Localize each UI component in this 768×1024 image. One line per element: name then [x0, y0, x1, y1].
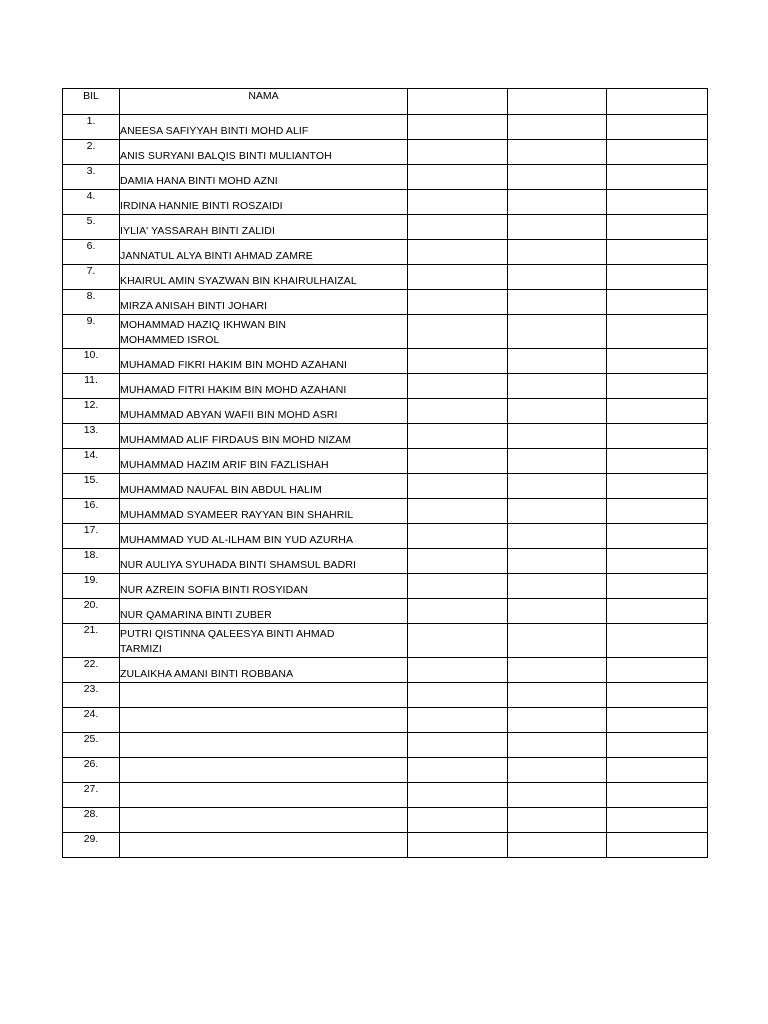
- table-row: [63, 349, 708, 374]
- empty-cell: [508, 315, 607, 349]
- table-row: [63, 658, 708, 683]
- empty-cell: [607, 624, 708, 658]
- row-number: 1.: [63, 115, 120, 140]
- empty-cell: [408, 140, 508, 165]
- row-number: 24.: [63, 708, 120, 733]
- empty-cell: [508, 424, 607, 449]
- empty-cell: [607, 599, 708, 624]
- table-row: [63, 683, 708, 708]
- empty-cell: [508, 549, 607, 574]
- student-name: MUHAMMAD HAZIM ARIF BIN FAZLISHAH: [120, 449, 408, 474]
- student-name: MUHAMAD FITRI HAKIM BIN MOHD AZAHANI: [120, 374, 408, 399]
- empty-cell: [607, 524, 708, 549]
- empty-cell: [508, 708, 607, 733]
- empty-cell: [408, 449, 508, 474]
- empty-cell: [408, 315, 508, 349]
- row-number: 11.: [63, 374, 120, 399]
- student-name: NUR AULIYA SYUHADA BINTI SHAMSUL BADRI: [120, 549, 408, 574]
- empty-cell: [607, 290, 708, 315]
- student-name: MUHAMAD FIKRI HAKIM BIN MOHD AZAHANI: [120, 349, 408, 374]
- empty-cell: [508, 240, 607, 265]
- table-row: [63, 783, 708, 808]
- empty-cell: [508, 399, 607, 424]
- empty-cell: [408, 599, 508, 624]
- empty-cell: [408, 708, 508, 733]
- student-name: MUHAMMAD SYAMEER RAYYAN BIN SHAHRIL: [120, 499, 408, 524]
- table-row: [63, 265, 708, 290]
- empty-cell: [408, 265, 508, 290]
- row-number: 19.: [63, 574, 120, 599]
- empty-cell: [508, 574, 607, 599]
- empty-cell: [607, 115, 708, 140]
- row-number: 7.: [63, 265, 120, 290]
- table-row: [63, 240, 708, 265]
- empty-cell: [607, 240, 708, 265]
- student-name: JANNATUL ALYA BINTI AHMAD ZAMRE: [120, 240, 408, 265]
- empty-cell: [607, 733, 708, 758]
- row-number: 27.: [63, 783, 120, 808]
- student-name: [120, 833, 408, 858]
- table-row: [63, 708, 708, 733]
- empty-cell: [607, 399, 708, 424]
- table-row: [63, 624, 708, 658]
- empty-cell: [508, 349, 607, 374]
- student-name: MUHAMMAD YUD AL-ILHAM BIN YUD AZURHA: [120, 524, 408, 549]
- table-row: [63, 499, 708, 524]
- header-col-5: [607, 89, 708, 115]
- student-name: DAMIA HANA BINTI MOHD AZNI: [120, 165, 408, 190]
- empty-cell: [408, 374, 508, 399]
- empty-cell: [607, 349, 708, 374]
- table-row: [63, 190, 708, 215]
- empty-cell: [508, 140, 607, 165]
- student-name: [120, 733, 408, 758]
- empty-cell: [508, 215, 607, 240]
- empty-cell: [508, 624, 607, 658]
- empty-cell: [508, 115, 607, 140]
- empty-cell: [408, 758, 508, 783]
- row-number: 18.: [63, 549, 120, 574]
- row-number: 3.: [63, 165, 120, 190]
- row-number: 4.: [63, 190, 120, 215]
- empty-cell: [508, 733, 607, 758]
- table-row: [63, 833, 708, 858]
- student-name: IRDINA HANNIE BINTI ROSZAIDI: [120, 190, 408, 215]
- empty-cell: [408, 808, 508, 833]
- empty-cell: [508, 190, 607, 215]
- table-row: [63, 140, 708, 165]
- empty-cell: [607, 265, 708, 290]
- row-number: 28.: [63, 808, 120, 833]
- student-name: PUTRI QISTINNA QALEESYA BINTI AHMAD TARMIZI: [120, 624, 408, 658]
- table-row: [63, 733, 708, 758]
- empty-cell: [607, 474, 708, 499]
- row-number: 15.: [63, 474, 120, 499]
- empty-cell: [508, 808, 607, 833]
- row-number: 13.: [63, 424, 120, 449]
- empty-cell: [508, 658, 607, 683]
- table-row: [63, 808, 708, 833]
- empty-cell: [408, 733, 508, 758]
- header-bil: BIL: [63, 89, 120, 115]
- student-roster-table: [62, 88, 708, 858]
- empty-cell: [408, 190, 508, 215]
- empty-cell: [408, 549, 508, 574]
- empty-cell: [508, 758, 607, 783]
- student-name: ANIS SURYANI BALQIS BINTI MULIANTOH: [120, 140, 408, 165]
- empty-cell: [408, 290, 508, 315]
- student-name: [120, 808, 408, 833]
- empty-cell: [607, 499, 708, 524]
- table-row: [63, 165, 708, 190]
- empty-cell: [508, 265, 607, 290]
- empty-cell: [607, 549, 708, 574]
- row-number: 8.: [63, 290, 120, 315]
- student-name: NUR AZREIN SOFIA BINTI ROSYIDAN: [120, 574, 408, 599]
- empty-cell: [408, 499, 508, 524]
- empty-cell: [408, 115, 508, 140]
- student-name: [120, 758, 408, 783]
- empty-cell: [408, 240, 508, 265]
- empty-cell: [508, 374, 607, 399]
- student-name: KHAIRUL AMIN SYAZWAN BIN KHAIRULHAIZAL: [120, 265, 408, 290]
- table-row: [63, 549, 708, 574]
- empty-cell: [408, 683, 508, 708]
- empty-cell: [408, 399, 508, 424]
- empty-cell: [408, 658, 508, 683]
- student-name: MUHAMMAD ALIF FIRDAUS BIN MOHD NIZAM: [120, 424, 408, 449]
- empty-cell: [508, 165, 607, 190]
- empty-cell: [607, 215, 708, 240]
- empty-cell: [607, 783, 708, 808]
- empty-cell: [607, 424, 708, 449]
- empty-cell: [607, 574, 708, 599]
- table-row: [63, 424, 708, 449]
- empty-cell: [508, 474, 607, 499]
- empty-cell: [508, 833, 607, 858]
- header-col-4: [508, 89, 607, 115]
- empty-cell: [607, 708, 708, 733]
- row-number: 2.: [63, 140, 120, 165]
- header-row: [63, 89, 708, 115]
- empty-cell: [607, 683, 708, 708]
- empty-cell: [607, 808, 708, 833]
- table-row: [63, 574, 708, 599]
- row-number: 23.: [63, 683, 120, 708]
- student-name: [120, 683, 408, 708]
- table-row: [63, 399, 708, 424]
- table-row: [63, 758, 708, 783]
- row-number: 12.: [63, 399, 120, 424]
- table-row: [63, 374, 708, 399]
- row-number: 14.: [63, 449, 120, 474]
- row-number: 21.: [63, 624, 120, 658]
- table-row: [63, 290, 708, 315]
- table-row: [63, 115, 708, 140]
- student-name: MUHAMMAD ABYAN WAFII BIN MOHD ASRI: [120, 399, 408, 424]
- student-name: [120, 708, 408, 733]
- student-name: MIRZA ANISAH BINTI JOHARI: [120, 290, 408, 315]
- header-nama: NAMA: [120, 89, 408, 115]
- empty-cell: [408, 215, 508, 240]
- empty-cell: [607, 758, 708, 783]
- table-row: [63, 449, 708, 474]
- empty-cell: [408, 474, 508, 499]
- row-number: 16.: [63, 499, 120, 524]
- empty-cell: [508, 499, 607, 524]
- row-number: 17.: [63, 524, 120, 549]
- empty-cell: [607, 833, 708, 858]
- empty-cell: [408, 524, 508, 549]
- empty-cell: [408, 624, 508, 658]
- empty-cell: [607, 449, 708, 474]
- student-name: [120, 783, 408, 808]
- empty-cell: [508, 783, 607, 808]
- row-number: 26.: [63, 758, 120, 783]
- student-name: ANEESA SAFIYYAH BINTI MOHD ALIF: [120, 115, 408, 140]
- row-number: 20.: [63, 599, 120, 624]
- student-name: NUR QAMARINA BINTI ZUBER: [120, 599, 408, 624]
- row-number: 25.: [63, 733, 120, 758]
- row-number: 6.: [63, 240, 120, 265]
- empty-cell: [508, 683, 607, 708]
- empty-cell: [508, 290, 607, 315]
- empty-cell: [508, 524, 607, 549]
- row-number: 22.: [63, 658, 120, 683]
- student-name: ZULAIKHA AMANI BINTI ROBBANA: [120, 658, 408, 683]
- table-row: [63, 524, 708, 549]
- empty-cell: [607, 190, 708, 215]
- empty-cell: [408, 574, 508, 599]
- empty-cell: [408, 349, 508, 374]
- empty-cell: [508, 599, 607, 624]
- empty-cell: [408, 424, 508, 449]
- empty-cell: [607, 140, 708, 165]
- table-row: [63, 474, 708, 499]
- student-name: IYLIA' YASSARAH BINTI ZALIDI: [120, 215, 408, 240]
- empty-cell: [607, 165, 708, 190]
- student-name: MUHAMMAD NAUFAL BIN ABDUL HALIM: [120, 474, 408, 499]
- row-number: 9.: [63, 315, 120, 349]
- table-row: [63, 215, 708, 240]
- header-col-3: [408, 89, 508, 115]
- empty-cell: [607, 315, 708, 349]
- table-row: [63, 315, 708, 349]
- empty-cell: [408, 783, 508, 808]
- row-number: 5.: [63, 215, 120, 240]
- empty-cell: [607, 374, 708, 399]
- empty-cell: [508, 449, 607, 474]
- student-name: MOHAMMAD HAZIQ IKHWAN BIN MOHAMMED ISROL: [120, 315, 408, 349]
- empty-cell: [607, 658, 708, 683]
- row-number: 10.: [63, 349, 120, 374]
- table-row: [63, 599, 708, 624]
- empty-cell: [408, 165, 508, 190]
- row-number: 29.: [63, 833, 120, 858]
- empty-cell: [408, 833, 508, 858]
